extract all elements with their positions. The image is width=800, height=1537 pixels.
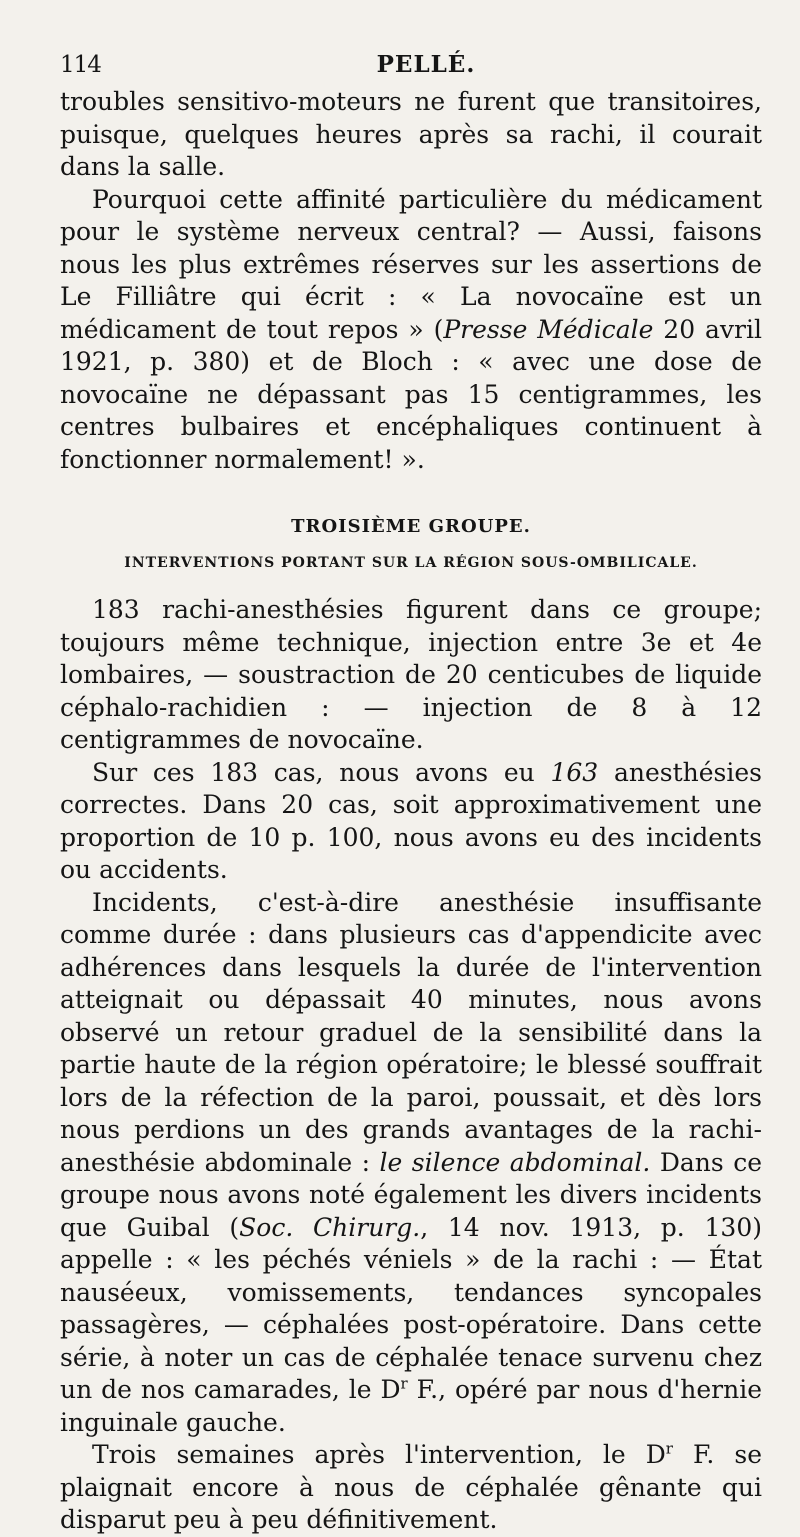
paragraph-1-text: troubles sensitivo-moteurs ne furent que transitoires, puisque, quelques heures après sa rachi, il courait dans la salle. — [60, 87, 762, 181]
section-subheading: INTERVENTIONS PORTANT SUR LA RÉGION SOUS-OMBILICALE. — [124, 555, 698, 571]
citation-journal: Presse Médicale — [443, 314, 654, 344]
paragraph-6 — [60, 1439, 762, 1537]
paragraph-4 — [60, 757, 762, 887]
paragraph-2 — [60, 184, 762, 477]
paragraph-5-text-a: Incidents, c'est-à-dire anesthésie insuffisante comme durée : dans plusieurs cas d'appendicite avec adhérences dans lesquels la durée de l'intervention atteignait ou dépassait 40 minutes, nous avons observé un retour graduel de la sensibilité dans la partie haute de la région opératoire; le blessé souffrait lors de la réfection de la paroi, poussait, et dès lors nous perdions un des grands avantages de la rachi-anesthésie abdominale : — [60, 887, 762, 1177]
italic-number: 163 — [550, 757, 599, 787]
page-title: PELLÉ. — [376, 51, 476, 78]
paragraph-6-text-a: Trois semaines après l'intervention, le D — [92, 1440, 666, 1469]
doctor-superscript: r — [400, 1374, 408, 1393]
doctor-superscript-2: r — [665, 1439, 673, 1458]
running-head — [60, 44, 762, 86]
paragraph-4-text-a: Sur ces 183 cas, nous avons eu — [92, 757, 551, 787]
paragraph-1 — [60, 86, 762, 184]
italic-term: le silence abdominal. — [379, 1147, 651, 1177]
section-heading: TROISIÈME GROUPE. — [291, 516, 531, 537]
paragraph-5 — [60, 887, 762, 1440]
paragraph-5-text-c: , 14 nov. 1913, p. 130) appelle : « les péchés véniels » de la rachi : — État nauséeux, vomissements, tendances syncopales passagères, — céphalées post-opératoire. Dans cette série, à noter un cas de céphalée tenace survenu chez un de nos camarades, le D — [60, 1212, 762, 1404]
paragraph-4-text-b: anesthésies correctes. Dans 20 cas, soit approximativement une proportion de 10 p. 100, nous avons eu des incidents ou accidents. — [60, 757, 762, 884]
paragraph-2-text-b: 20 avril 1921, p. 380) et de Bloch : « avec une dose de novocaïne ne dépassant pas 15 centigrammes, les centres bulbaires et encéphaliques continuent à fonctionner normalement! ». — [60, 314, 762, 474]
page-number: 114 — [60, 52, 101, 78]
body-text — [60, 86, 762, 1537]
paragraph-3-text: 183 rachi-anesthésies figurent dans ce groupe; toujours même technique, injection entre 3e et 4e lombaires, — soustraction de 20 centicubes de liquide céphalo-rachidien : — injection de 8 à 12 centigrammes de novocaïne. — [60, 595, 762, 754]
paragraph-5-text-d: F., opéré par nous d'hernie inguinale gauche. — [60, 1375, 762, 1437]
paragraph-5-text-b: Dans ce groupe nous avons noté également les divers incidents que Guibal ( — [60, 1147, 762, 1242]
paragraph-2-text-a: Pourquoi cette affinité particulière du médicament pour le système nerveux central? — Aussi, faisons nous les plus extrêmes réserves sur les assertions de Le Filliâtre qui écrit : « La novocaïne est un médicament de tout repos » ( — [60, 184, 762, 344]
citation-society: Soc. Chirurg. — [239, 1212, 421, 1242]
paragraph-6-text-b: F. se plaignait encore à nous de céphalée gênante qui disparut peu à peu définitivement. — [60, 1440, 762, 1534]
paragraph-3 — [60, 594, 762, 757]
